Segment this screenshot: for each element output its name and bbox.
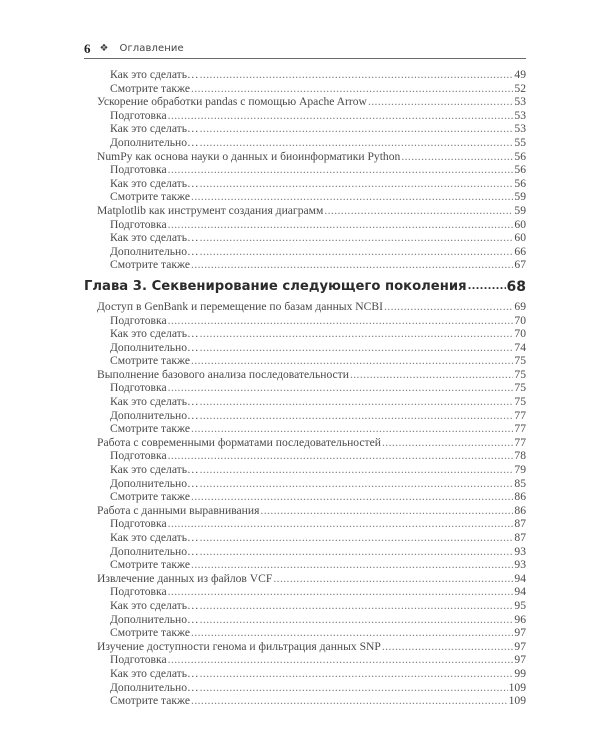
toc-subsection-entry [84, 314, 526, 328]
dot-leader [168, 585, 514, 598]
toc-page-number: 75 [514, 395, 526, 409]
toc-entry-label: Как это сделать… [110, 598, 199, 612]
toc-entry-label: Как это сделать… [110, 463, 199, 477]
toc-entry-label: Смотрите также [110, 354, 191, 368]
toc-entry-label: Смотрите также [110, 81, 191, 95]
toc-page-number: 77 [514, 435, 526, 449]
toc-subsection-entry [84, 463, 526, 477]
toc-page-number: 52 [514, 81, 526, 95]
toc-entry-label: Изучение доступности генома и фильтрация данных SNP [97, 639, 381, 653]
toc-entry-label: Глава 3. Секвенирование следующего поколения [84, 279, 467, 295]
toc-page-number: 87 [514, 531, 526, 544]
toc-page-number: 86 [514, 503, 526, 517]
dot-leader [191, 694, 508, 707]
dot-leader [200, 613, 514, 626]
toc-page-number: 53 [514, 95, 526, 109]
toc-page-number: 69 [514, 299, 526, 313]
toc-section-entry [84, 300, 526, 314]
running-head [84, 39, 526, 59]
dot-leader [168, 381, 514, 394]
dot-leader [273, 572, 513, 585]
dot-leader [200, 599, 514, 612]
dot-leader [191, 354, 513, 367]
toc-subsection-entry [84, 558, 526, 572]
toc-entry-label: Дополнительно… [110, 135, 199, 149]
toc-entry-label: Смотрите также [110, 558, 191, 572]
toc-section-entry [84, 150, 526, 164]
toc-section-entry [84, 204, 526, 218]
dot-leader [200, 245, 514, 258]
toc-page-number: 97 [514, 639, 526, 653]
dot-leader [368, 95, 513, 108]
dot-leader [468, 281, 506, 292]
dot-leader [200, 136, 514, 149]
toc-section-entry [84, 95, 526, 109]
dot-leader [200, 667, 514, 680]
toc-entry-label: Подготовка [110, 585, 167, 599]
toc-page-number: 93 [514, 558, 526, 572]
toc-subsection-entry [84, 381, 526, 395]
dot-leader [191, 258, 513, 271]
toc-section-entry [84, 436, 526, 450]
toc-subsection-entry [84, 545, 526, 559]
toc-entry-label: Доступ в GenBank и перемещение по базам данных NCBI [97, 299, 383, 313]
dot-leader [200, 122, 514, 135]
toc-page-number: 94 [514, 585, 526, 599]
toc-entry-label: Смотрите также [110, 190, 191, 204]
dot-leader [200, 681, 508, 694]
toc-page-number: 78 [514, 449, 526, 463]
toc-subsection-entry [84, 109, 526, 123]
toc-page-number: 86 [514, 490, 526, 504]
toc-subsection-entry [84, 422, 526, 436]
toc-page-number: 56 [514, 149, 526, 163]
toc-subsection-entry [84, 354, 526, 368]
toc-subsection-entry [84, 177, 526, 191]
toc-page-number: 85 [514, 476, 526, 490]
toc-entry-label: Смотрите также [110, 694, 191, 708]
dot-leader [382, 436, 513, 449]
toc-entry-label: Как это сделать… [110, 68, 199, 81]
dot-leader [260, 504, 513, 517]
toc-page-number: 75 [514, 381, 526, 395]
toc-entry-label: Дополнительно… [110, 544, 199, 558]
toc-subsection-entry [84, 218, 526, 232]
toc-page-number: 96 [514, 612, 526, 626]
toc-entry-label: Подготовка [110, 653, 167, 667]
toc-page-number: 53 [514, 122, 526, 136]
toc-entry-label: Подготовка [110, 163, 167, 177]
dot-leader [200, 409, 514, 422]
toc-entry-label: Подготовка [110, 313, 167, 327]
dot-leader [401, 150, 513, 163]
toc-subsection-entry [84, 681, 526, 695]
toc-page-number: 97 [514, 626, 526, 640]
toc-page-number: 56 [514, 163, 526, 177]
toc-entry-label: Дополнительно… [110, 408, 199, 422]
toc-subsection-entry [84, 531, 526, 545]
toc-page-number: 74 [514, 340, 526, 354]
dot-leader [191, 490, 513, 503]
table-of-contents [84, 68, 526, 708]
dot-leader [200, 531, 514, 544]
toc-entry-label: Дополнительно… [110, 340, 199, 354]
dot-leader [200, 231, 514, 244]
toc-subsection-entry [84, 490, 526, 504]
toc-entry-label: Подготовка [110, 108, 167, 122]
dot-leader [200, 477, 514, 490]
dot-leader [200, 395, 514, 408]
toc-page-number: 87 [514, 517, 526, 531]
toc-entry-label: Выполнение базового анализа последовательности [97, 367, 349, 381]
toc-entry-label: NumPy как основа науки о данных и биоинформатики Python [97, 149, 401, 163]
toc-page-number: 56 [514, 176, 526, 190]
toc-subsection-entry [84, 231, 526, 245]
toc-entry-label: Смотрите также [110, 626, 191, 640]
toc-page-number: 109 [508, 680, 526, 694]
toc-section-entry [84, 640, 526, 654]
dot-leader [191, 422, 513, 435]
toc-subsection-entry [84, 136, 526, 150]
toc-subsection-entry [84, 517, 526, 531]
toc-subsection-entry [84, 327, 526, 341]
dot-leader [168, 109, 514, 122]
toc-subsection-entry [84, 449, 526, 463]
toc-subsection-entry [84, 477, 526, 491]
toc-page-number: 60 [514, 217, 526, 231]
toc-subsection-entry [84, 245, 526, 259]
toc-entry-label: Смотрите также [110, 258, 191, 272]
toc-entry-label: Работа с данными выравнивания [97, 503, 260, 517]
toc-entry-label: Как это сделать… [110, 327, 199, 341]
toc-entry-label: Как это сделать… [110, 531, 199, 544]
toc-page-number: 59 [514, 203, 526, 217]
toc-page-number: 97 [514, 653, 526, 667]
toc-page-number: 67 [514, 258, 526, 272]
toc-section-entry [84, 572, 526, 586]
toc-subsection-entry [84, 626, 526, 640]
toc-page-number: 66 [514, 244, 526, 258]
dot-leader [200, 68, 514, 81]
dot-leader [191, 82, 513, 95]
toc-subsection-entry [84, 82, 526, 96]
toc-subsection-entry [84, 409, 526, 423]
toc-entry-label: Смотрите также [110, 422, 191, 436]
toc-entry-label: Как это сделать… [110, 666, 199, 680]
toc-subsection-entry [84, 258, 526, 272]
dot-leader [168, 449, 514, 462]
toc-entry-label: Подготовка [110, 517, 167, 531]
toc-page-number: 60 [514, 231, 526, 245]
toc-section-entry [84, 368, 526, 382]
toc-entry-label: Смотрите также [110, 490, 191, 504]
page-number: 6 [84, 40, 91, 56]
toc-page-number: 79 [514, 463, 526, 477]
toc-entry-label: Подготовка [110, 449, 167, 463]
toc-page-number: 70 [514, 313, 526, 327]
dot-leader [191, 558, 513, 571]
dot-leader [200, 341, 514, 354]
toc-page-number: 59 [514, 190, 526, 204]
dot-leader [191, 190, 513, 203]
dot-leader [168, 653, 514, 666]
toc-entry-label: Дополнительно… [110, 680, 199, 694]
toc-entry-label: Дополнительно… [110, 244, 199, 258]
toc-entry-label: Подготовка [110, 381, 167, 395]
toc-page-number: 75 [514, 367, 526, 381]
toc-page-number: 77 [514, 422, 526, 436]
toc-entry-label: Как это сделать… [110, 176, 199, 190]
dot-leader [200, 177, 514, 190]
toc-subsection-entry [84, 585, 526, 599]
running-head-title: Оглавление [119, 43, 184, 54]
dot-leader [382, 640, 514, 653]
dot-leader [191, 626, 513, 639]
dot-leader [200, 545, 514, 558]
toc-subsection-entry [84, 163, 526, 177]
dot-leader [168, 218, 514, 231]
toc-subsection-entry [84, 653, 526, 667]
toc-page-number: 99 [514, 666, 526, 680]
toc-page-number: 68 [506, 278, 526, 295]
dot-leader [384, 300, 513, 313]
dot-leader [168, 163, 514, 176]
toc-subsection-entry [84, 694, 526, 708]
ornament-icon: ❖ [99, 43, 109, 54]
toc-chapter-heading [84, 276, 526, 298]
toc-entry-label: Как это сделать… [110, 231, 199, 245]
toc-entry-label: Ускорение обработки pandas с помощью Apache Arrow [97, 95, 367, 109]
toc-entry-label: Как это сделать… [110, 395, 199, 409]
toc-page-number: 53 [514, 108, 526, 122]
dot-leader [324, 204, 513, 217]
toc-subsection-entry [84, 190, 526, 204]
toc-page-number: 109 [508, 694, 526, 708]
toc-page-number: 75 [514, 354, 526, 368]
toc-subsection-entry [84, 68, 526, 82]
toc-entry-label: Дополнительно… [110, 612, 199, 626]
toc-subsection-entry [84, 341, 526, 355]
dot-leader [350, 368, 513, 381]
toc-entry-label: Дополнительно… [110, 476, 199, 490]
dot-leader [200, 327, 514, 340]
toc-subsection-entry [84, 395, 526, 409]
dot-leader [200, 463, 514, 476]
toc-entry-label: Извлечение данных из файлов VCF [97, 571, 273, 585]
dot-leader [168, 314, 514, 327]
toc-page-number: 95 [514, 598, 526, 612]
toc-subsection-entry [84, 599, 526, 613]
toc-page-number: 93 [514, 544, 526, 558]
toc-page-number: 77 [514, 408, 526, 422]
toc-entry-label: Как это сделать… [110, 122, 199, 136]
dot-leader [168, 517, 514, 530]
toc-section-entry [84, 504, 526, 518]
toc-entry-label: Подготовка [110, 217, 167, 231]
toc-page-number: 94 [514, 571, 526, 585]
toc-entry-label: Matplotlib как инструмент создания диаграмм [97, 203, 324, 217]
toc-subsection-entry [84, 667, 526, 681]
toc-page-number: 49 [514, 68, 526, 81]
toc-page-number: 70 [514, 327, 526, 341]
toc-subsection-entry [84, 122, 526, 136]
toc-entry-label: Работа с современными форматами последовательностей [97, 435, 381, 449]
toc-subsection-entry [84, 613, 526, 627]
toc-page-number: 55 [514, 135, 526, 149]
